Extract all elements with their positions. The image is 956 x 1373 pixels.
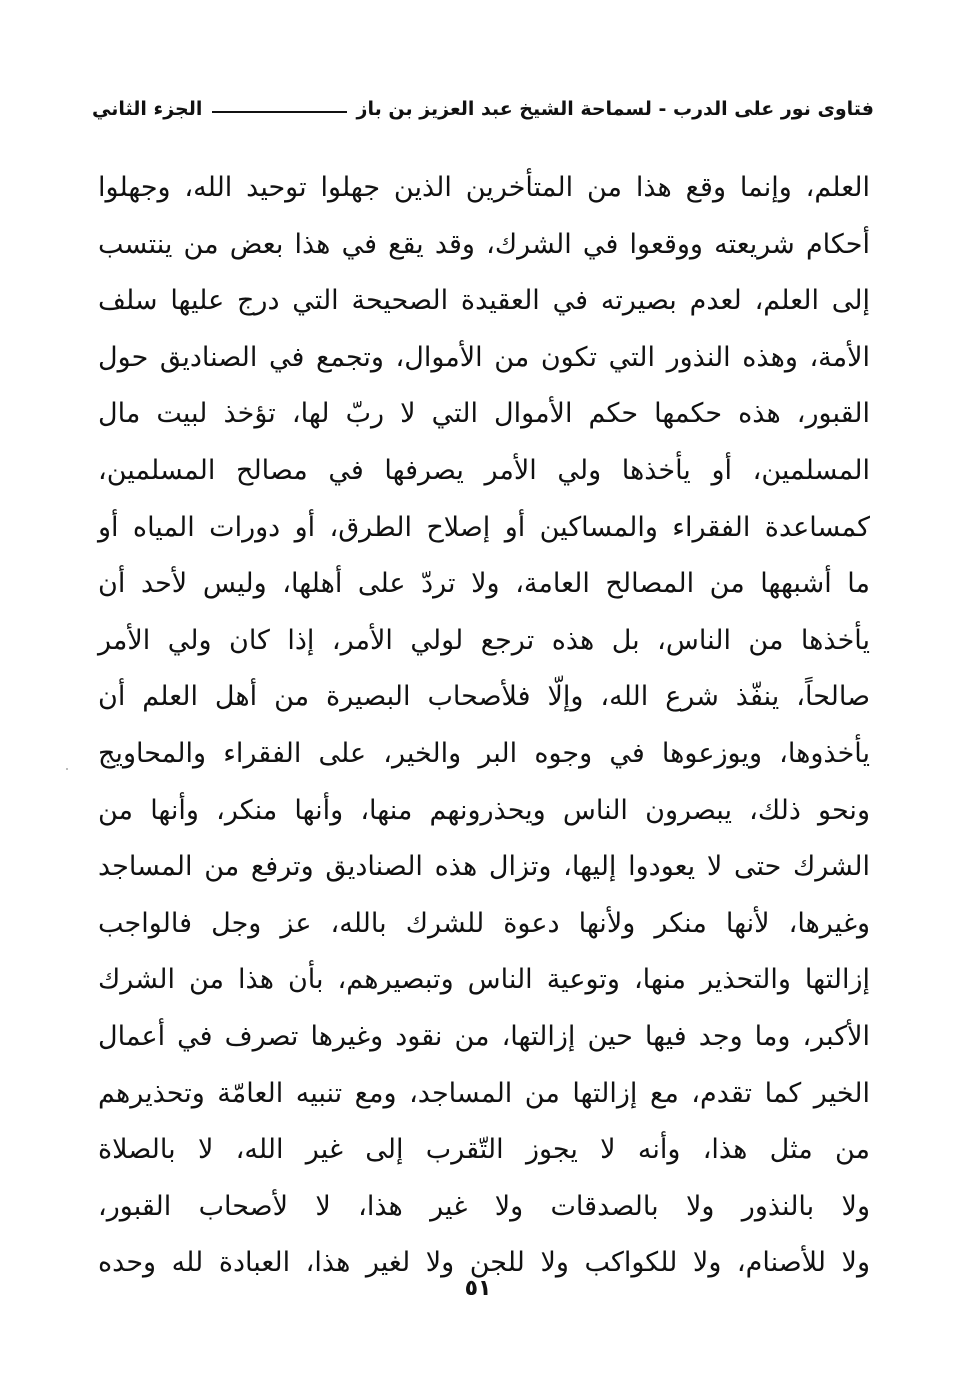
- body-text: [98, 160, 870, 1292]
- body-line: إلى العلم، لعدم بصيرته في العقيدة الصحيحة التي درج عليها سلف: [98, 285, 870, 317]
- body-line: الأمة، وهذه النذور التي تكون من الأموال، وتجمع في الصناديق حول: [98, 341, 870, 373]
- body-line: وغيرها، لأنها منكر ولأنها دعوة للشرك بالله، عز وجل فالواجب: [98, 907, 870, 939]
- body-line: المسلمين، أو يأخذها ولي الأمر يصرفها في مصالح المسلمين،: [98, 454, 870, 486]
- body-line: الأكبر، وما وجد فيها حين إزالتها، من نقود وغيرها تصرف في أعمال: [98, 1020, 870, 1052]
- page-number: ٥١: [464, 1276, 492, 1301]
- scan-speck: [66, 768, 68, 770]
- body-line: الخير كما تقدم، مع إزالتها من المساجد، ومع تنبيه العامّة وتحذيرهم: [98, 1077, 870, 1109]
- header-rule: [212, 111, 346, 113]
- body-line: القبور، هذه حكمها حكم الأموال التي لا ربّ لها، تؤخذ لبيت مال: [98, 398, 870, 430]
- body-line: أحكام شريعته ووقعوا في الشرك، وقد يقع في هذا بعض من ينتسب: [98, 228, 870, 260]
- running-header-volume: الجزء الثاني: [92, 98, 203, 120]
- body-line: الشرك حتى لا يعودوا إليها، وتزال هذه الصناديق وترفع من المساجد: [98, 851, 870, 883]
- body-line: من مثل هذا، وأنه لا يجوز التّقرب إلى غير الله، لا بالصلاة: [98, 1134, 870, 1166]
- body-line: ونحو ذلك، يبصرون الناس ويحذرونهم منها، وأنها منكر، وأنها من: [98, 794, 870, 826]
- running-header: [92, 92, 874, 126]
- body-line: يأخذها من الناس، بل هذه ترجع لولي الأمر، إذا كان ولي الأمر: [98, 624, 870, 656]
- running-header-title: فتاوى نور على الدرب - لسماحة الشيخ عبد العزيز بن باز: [356, 98, 874, 120]
- body-line: كمساعدة الفقراء والمساكين أو إصلاح الطرق، أو دورات المياه أو: [98, 511, 870, 543]
- body-line: ولا للأصنام، ولا للكواكب ولا للجن ولا لغير هذا، العبادة لله وحده: [98, 1247, 870, 1279]
- body-line: ما أشبهها من المصالح العامة، ولا تردّ على أهلها، وليس لأحد أن: [98, 568, 870, 600]
- body-line: ولا بالنذور ولا بالصدقات ولا غير هذا، لا لأصحاب القبور،: [98, 1190, 870, 1222]
- body-line: العلم، وإنما وقع هذا من المتأخرين الذين جهلوا توحيد الله، وجهلوا: [98, 172, 870, 203]
- body-line: يأخذوها، ويوزعوها في وجوه البر والخير، على الفقراء والمحاويج: [98, 737, 870, 769]
- body-line: صالحاً، ينفّذ شرع الله، وإلّا فلأصحاب البصيرة من أهل العلم أن: [98, 681, 870, 713]
- body-line: إزالتها والتحذير منها، وتوعية الناس وتبصيرهم، بأن هذا من الشرك: [98, 964, 870, 996]
